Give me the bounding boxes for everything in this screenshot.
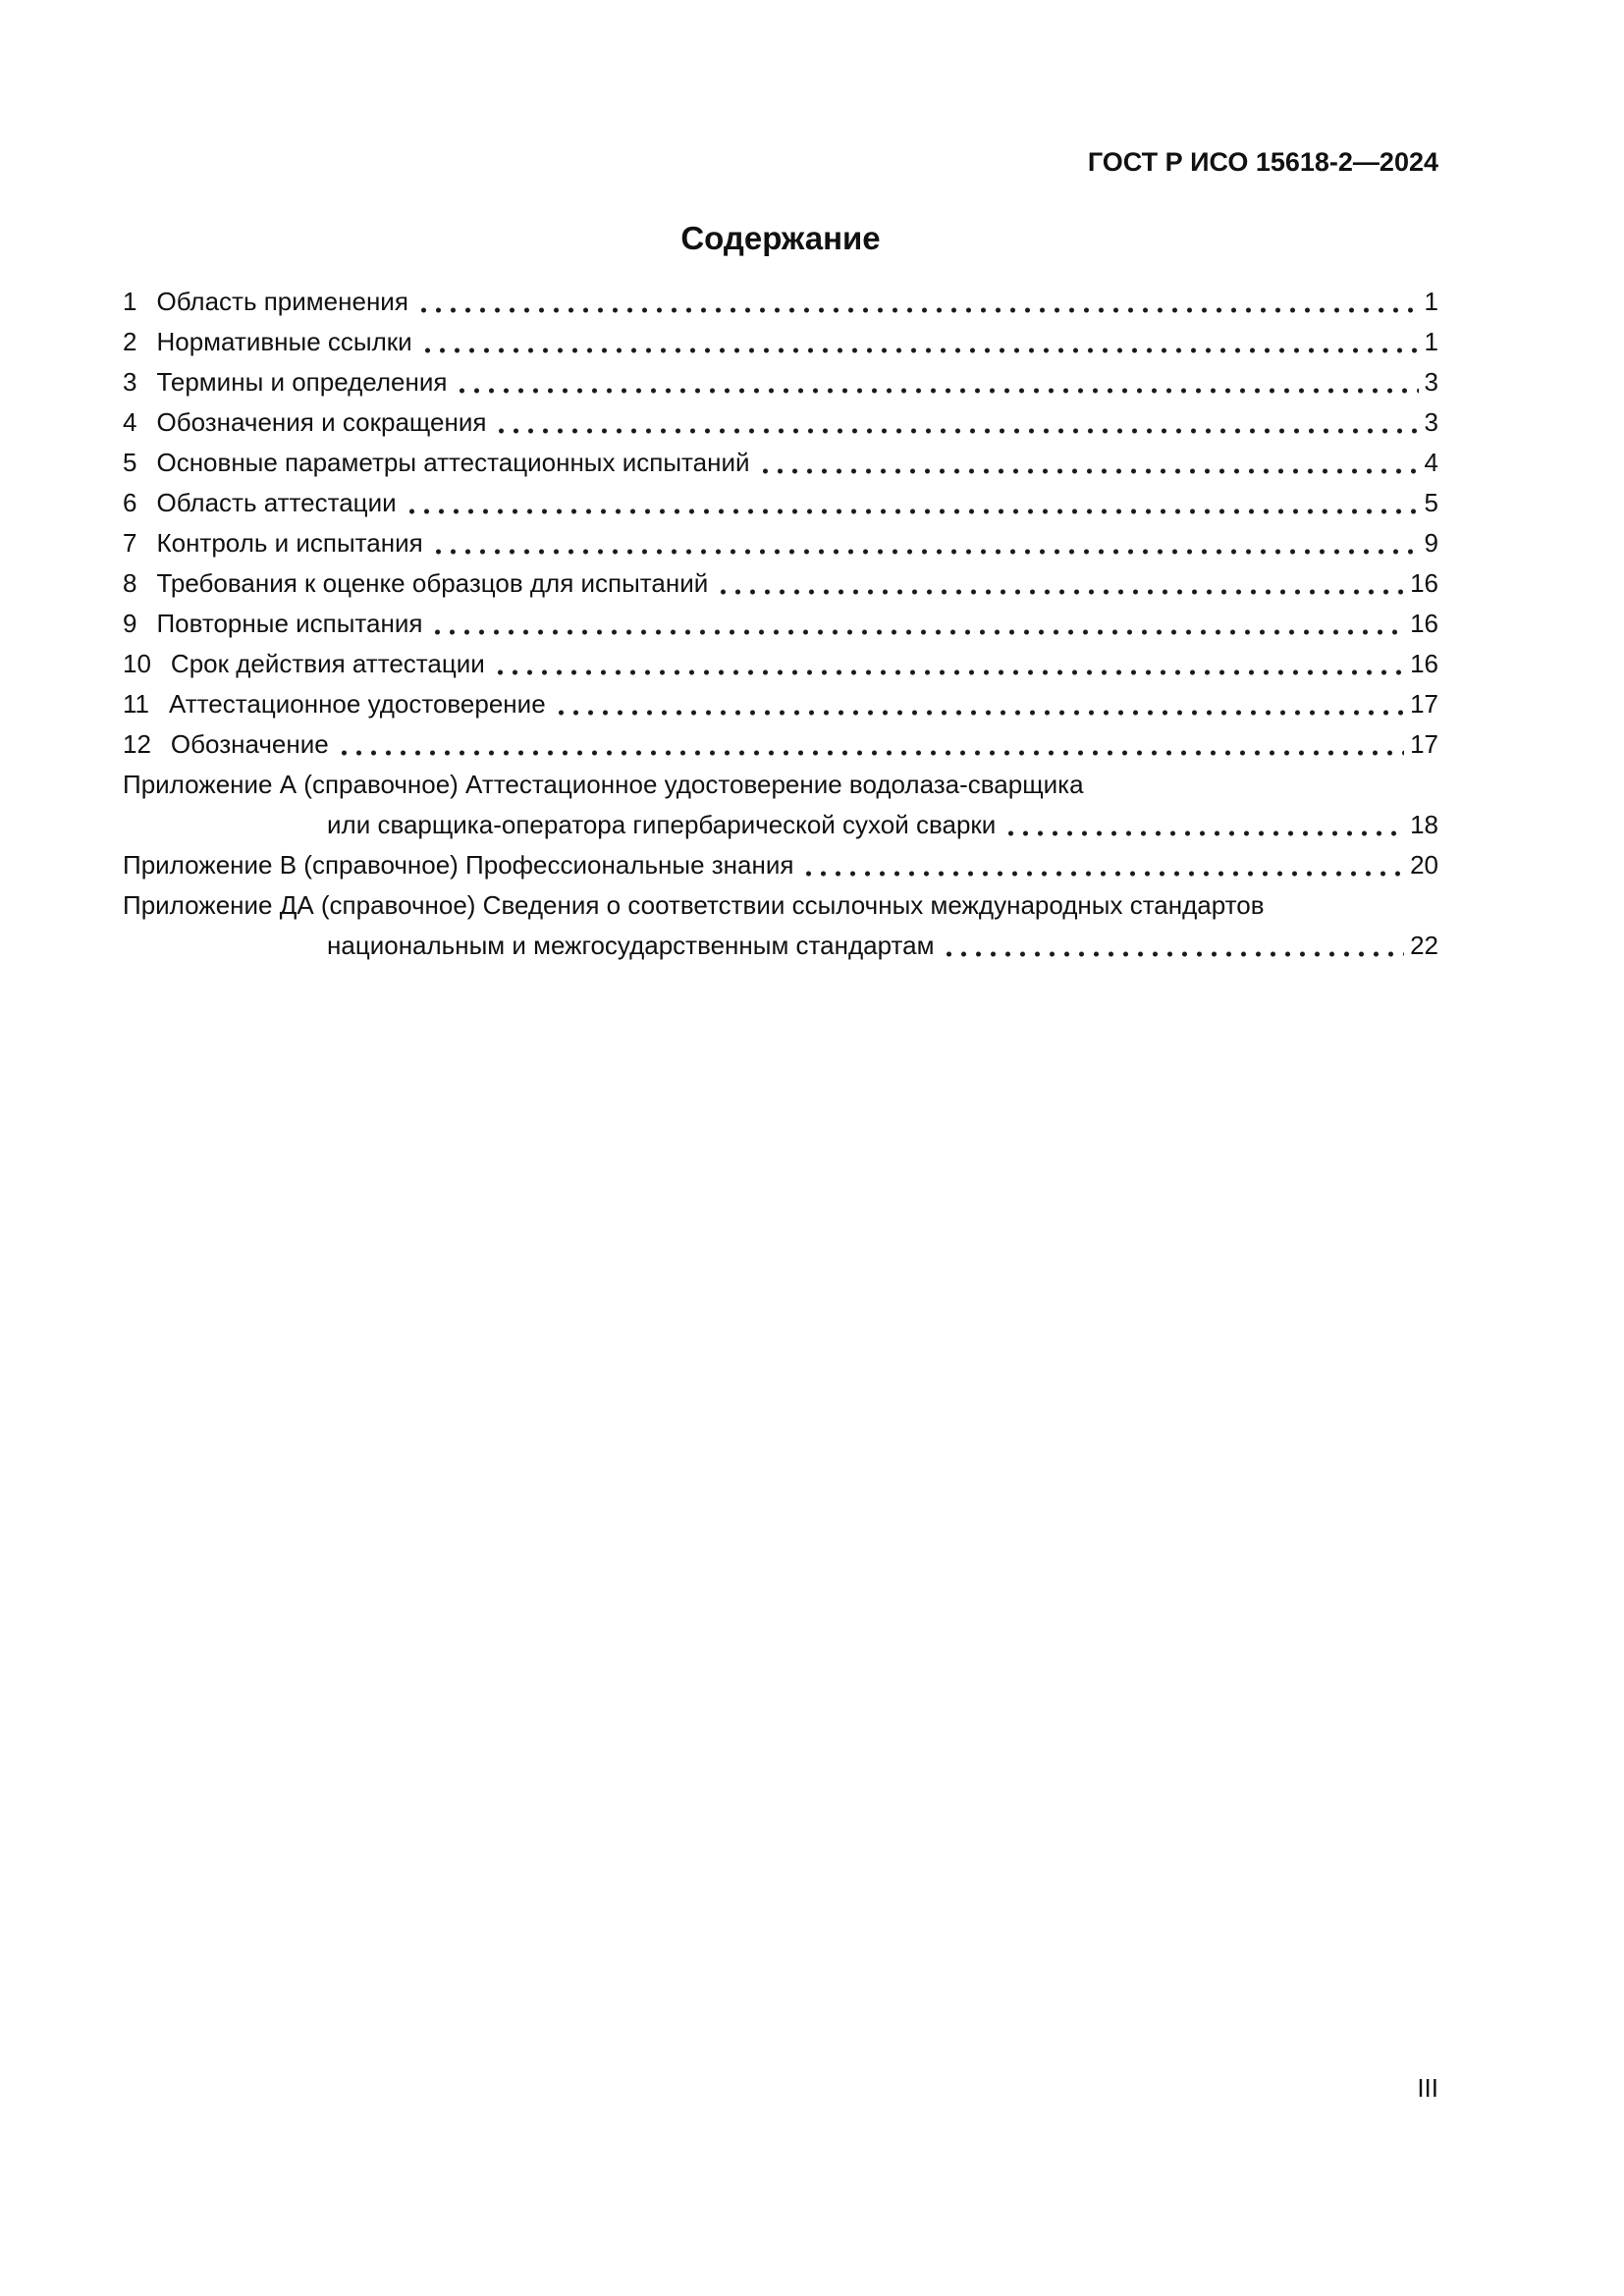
dot-leader xyxy=(493,644,1404,684)
dot-leader xyxy=(801,845,1404,885)
toc-entry-title: Основные параметры аттестационных испытаний xyxy=(156,448,750,477)
document-header xyxy=(123,147,1438,178)
toc-entry-number: 3 xyxy=(123,367,137,397)
toc-entry-number: 7 xyxy=(123,528,137,558)
toc-entry-page: 1 xyxy=(1424,287,1438,316)
toc-appendix-page: 20 xyxy=(1410,850,1438,880)
standard-designation: ГОСТ Р ИСО 15618-2—2024 xyxy=(1087,147,1438,177)
dot-leader xyxy=(337,724,1404,765)
toc-appendix-title-line1: Приложение А (справочное) Аттестационное удостоверение водолаза-сварщика xyxy=(123,770,1084,799)
toc-entry-number: 2 xyxy=(123,327,137,356)
dot-leader xyxy=(554,684,1404,724)
toc-entry-title: Требования к оценке образцов для испытаний xyxy=(156,568,709,598)
toc-entry-title: Термины и определения xyxy=(156,367,448,397)
toc-appendix-page: 22 xyxy=(1410,931,1438,960)
toc-entry-page: 17 xyxy=(1410,729,1438,759)
toc-appendix-entry-continuation xyxy=(123,926,1438,966)
toc-entry-page: 17 xyxy=(1410,689,1438,719)
toc-entry xyxy=(123,282,1438,322)
toc-entry-page: 16 xyxy=(1410,649,1438,678)
toc-entry-page: 3 xyxy=(1424,367,1438,397)
toc-entry xyxy=(123,322,1438,362)
toc-appendix-title-line1: Приложение ДА (справочное) Сведения о соответствии ссылочных международных стандартов xyxy=(123,890,1265,920)
toc-entry xyxy=(123,604,1438,644)
toc-entry-title: Область аттестации xyxy=(156,488,397,517)
toc-entry-page: 5 xyxy=(1424,488,1438,517)
dot-leader xyxy=(431,523,1419,563)
toc-entry-page: 9 xyxy=(1424,528,1438,558)
toc-entry-title: Контроль и испытания xyxy=(156,528,423,558)
dot-leader xyxy=(416,282,1419,322)
toc-entry xyxy=(123,724,1438,765)
toc-entry-page: 16 xyxy=(1410,609,1438,638)
dot-leader xyxy=(1003,805,1404,845)
toc-entry-title: Обозначения и сокращения xyxy=(156,407,487,437)
toc-entry-page: 3 xyxy=(1424,407,1438,437)
toc-entry-title: Аттестационное удостоверение xyxy=(169,689,546,719)
toc-appendix-entry xyxy=(123,765,1438,805)
toc-entry-title: Обозначение xyxy=(170,729,329,759)
toc-entry-number: 1 xyxy=(123,287,137,316)
toc-entry-number: 6 xyxy=(123,488,137,517)
toc-entry-number: 9 xyxy=(123,609,137,638)
page-number: III xyxy=(1417,2073,1438,2103)
dot-leader xyxy=(758,443,1419,483)
toc-entry xyxy=(123,483,1438,523)
table-of-contents xyxy=(123,282,1438,966)
toc-entry-number: 11 xyxy=(123,689,149,719)
dot-leader xyxy=(455,362,1418,402)
toc-entry-number: 5 xyxy=(123,448,137,477)
page-title: Содержание xyxy=(680,220,881,256)
toc-entry xyxy=(123,443,1438,483)
toc-entry-page: 4 xyxy=(1424,448,1438,477)
toc-entry-page: 16 xyxy=(1410,568,1438,598)
toc-appendix-page: 18 xyxy=(1410,810,1438,839)
toc-entry-title: Область применения xyxy=(156,287,408,316)
toc-entry xyxy=(123,362,1438,402)
toc-appendix-entry-continuation xyxy=(123,805,1438,845)
toc-appendix-entry xyxy=(123,845,1438,885)
dot-leader xyxy=(942,926,1404,966)
dot-leader xyxy=(405,483,1419,523)
toc-entry-page: 1 xyxy=(1424,327,1438,356)
toc-entry-number: 4 xyxy=(123,407,137,437)
toc-entry xyxy=(123,684,1438,724)
dot-leader xyxy=(716,563,1404,604)
toc-entry xyxy=(123,523,1438,563)
toc-appendix-entry xyxy=(123,885,1438,926)
toc-entry-number: 12 xyxy=(123,729,151,759)
toc-appendix-title-line2: национальным и межгосударственным стандартам xyxy=(327,931,935,960)
dot-leader xyxy=(430,604,1404,644)
page-footer xyxy=(123,2073,1438,2104)
toc-entry-title: Срок действия аттестации xyxy=(170,649,485,678)
toc-appendix-title-line1: Приложение В (справочное) Профессиональные знания xyxy=(123,850,794,880)
toc-entry xyxy=(123,563,1438,604)
dot-leader xyxy=(494,402,1418,443)
toc-appendix-title-line2: или сварщика-оператора гипербарической сухой сварки xyxy=(327,810,997,839)
toc-entry-title: Повторные испытания xyxy=(156,609,423,638)
dot-leader xyxy=(420,322,1419,362)
toc-entry xyxy=(123,644,1438,684)
toc-entry-number: 8 xyxy=(123,568,137,598)
toc-entry-number: 10 xyxy=(123,649,151,678)
toc-entry-title: Нормативные ссылки xyxy=(156,327,412,356)
toc-entry xyxy=(123,402,1438,443)
